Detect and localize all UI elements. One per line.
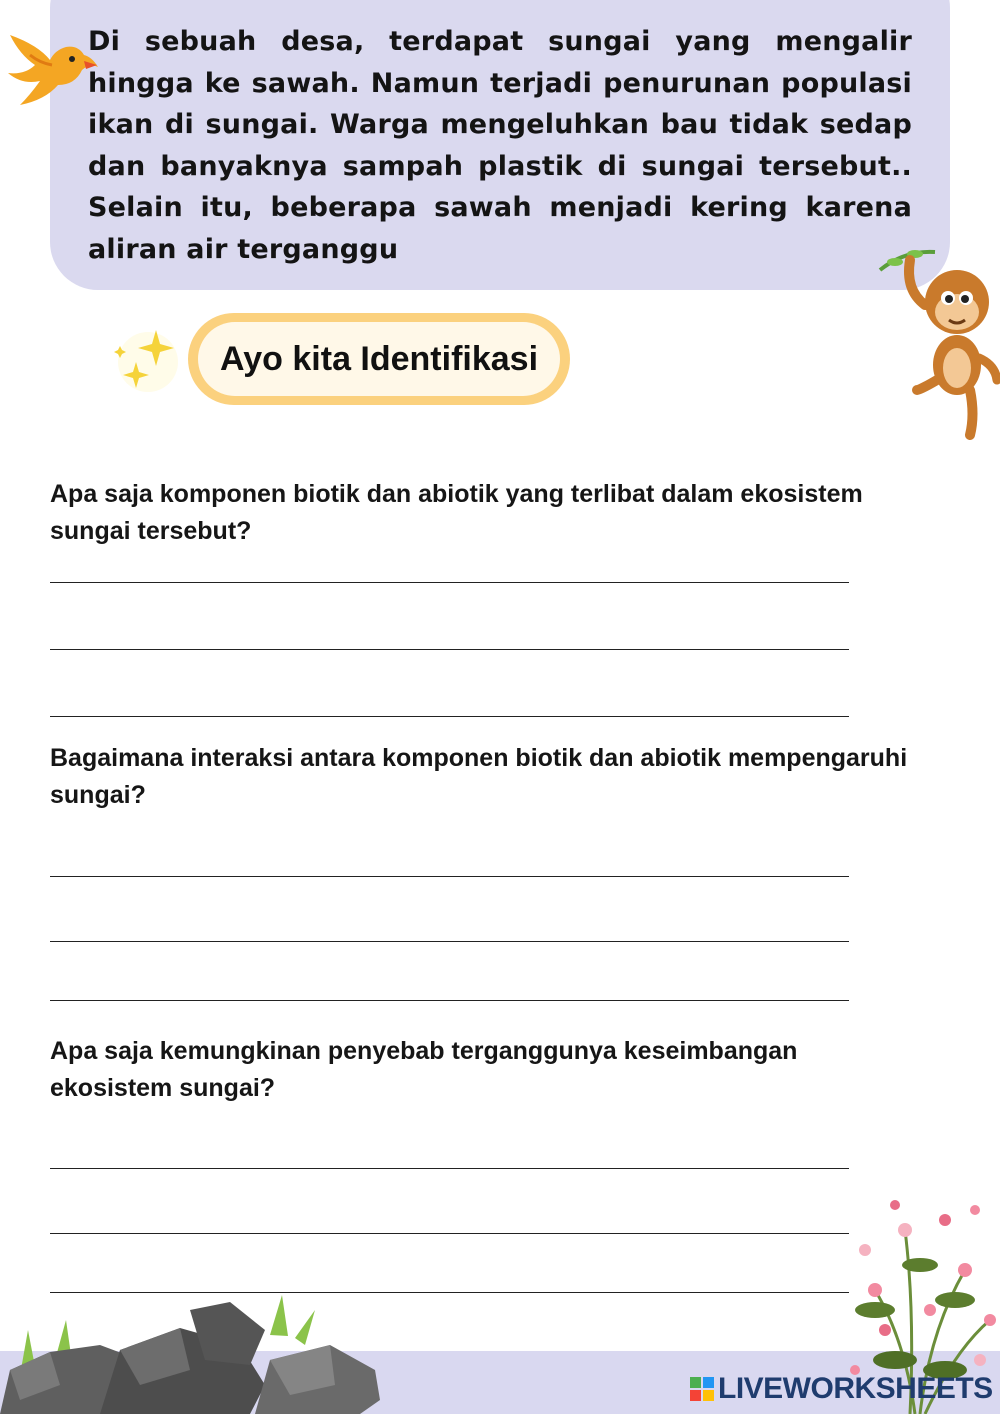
answer-line-1b[interactable] — [50, 649, 849, 650]
question-2: Bagaimana interaksi antara komponen biotik dan abiotik mempengaruhi sungai? — [50, 744, 908, 809]
answer-line-2a[interactable] — [50, 876, 849, 877]
question-1: Apa saja komponen biotik dan abiotik yang terlibat dalam ekosistem sungai tersebut? — [50, 480, 863, 545]
answer-line-1a[interactable] — [50, 582, 849, 583]
answer-line-3b[interactable] — [50, 1233, 849, 1234]
answer-line-3a[interactable] — [50, 1168, 849, 1169]
sparkle-icon — [108, 322, 188, 402]
answer-line-1c[interactable] — [50, 716, 849, 717]
brand-watermark — [690, 1372, 993, 1406]
liveworksheets-logo-icon — [690, 1377, 714, 1401]
story-text: Di sebuah desa, terdapat sungai yang mengalir hingga ke sawah. Namun terjadi penurunan populasi ikan di sungai. Warga mengeluhkan bau tidak sedap dan banyaknya sampah plastik di sungai tersebut.. Selain itu, beberapa sawah menjadi kering karena aliran air terganggu — [88, 26, 912, 265]
answer-line-2c[interactable] — [50, 1000, 849, 1001]
section-title: Ayo kita Identifikasi — [219, 340, 539, 378]
brand-text: LIVEWORKSHEETS — [718, 1372, 993, 1405]
rocks-icon — [0, 1290, 385, 1414]
answer-line-2b[interactable] — [50, 941, 849, 942]
question-3: Apa saja kemungkinan penyebab terganggunya keseimbangan ekosistem sungai? — [50, 1037, 798, 1102]
bird-icon — [0, 15, 100, 110]
monkey-icon — [875, 240, 1000, 440]
